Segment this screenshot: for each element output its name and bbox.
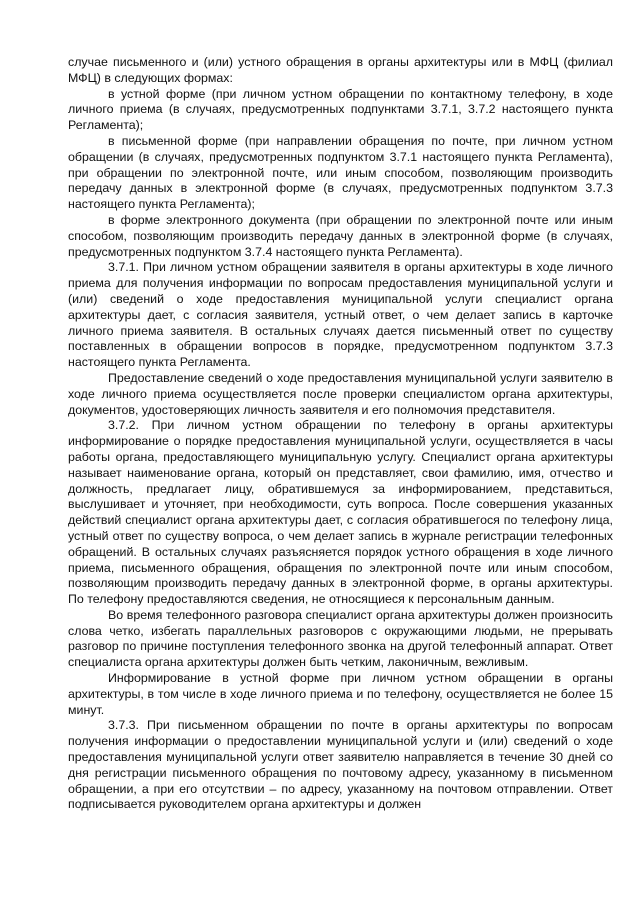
document-body <box>68 55 613 813</box>
paragraph-intro: случае письменного и (или) устного обращения в органы архитектуры или в МФЦ (филиал МФЦ) в следующих формах: <box>68 55 613 85</box>
paragraph-3-7-1: 3.7.1. При личном устном обращении заявителя в органы архитектуры в ходе личного приема для получения информации по вопросам предоставления муниципальной услуги и (или) сведений о ходе предоставления муниципальной услуги специалист органа архитектуры дает, с согласия заявителя, устный ответ, о чем делает запись в карточке личного приема заявителя. В остальных случаях дается письменный ответ по существу поставленных в обращении вопросов в порядке, предусмотренном подпунктом 3.7.3 настоящего пункта Регламента. <box>68 260 613 370</box>
paragraph-written-form: в письменной форме (при направлении обращения по почте, при личном устном обращении (в случаях, предусмотренных подпунктом 3.7.1 настоящего пункта Регламента), при обращении по электронной почте, или иным способом, позволяющим производить передачу данных в электронной форме (в случаях, предусмотренных подпунктом 3.7.3 настоящего пункта Регламента); <box>68 133 613 212</box>
paragraph-duration: Информирование в устной форме при личном устном обращении в органы архитектуры, в том числе в ходе личного приема и по телефону, осуществляется не более 15 минут. <box>68 671 613 717</box>
paragraph-3-7-3: 3.7.3. При письменном обращении по почте в органы архитектуры по вопросам получения информации о предоставлении муниципальной услуги и (или) сведений о ходе предоставления муниципальной услуги ответ заявителю направляется в течение 30 дней со дня регистрации письменного обращения по почтовому адресу, указанному в письменном обращении, а при его отсутствии – по адресу, указанному на почтовом отправлении. Ответ подписывается руководителем органа архитектуры и должен <box>68 718 613 812</box>
paragraph-3-7-2: 3.7.2. При личном устном обращении по телефону в органы архитектуры информирование о порядке предоставления муниципальной услуги, осуществляется в часы работы органа, предоставляющего муниципальную услугу. Специалист органа архитектуры называет наименование органа, который он представляет, свои фамилию, имя, отчество и должность, предлагает лицу, обратившемуся за информированием, представиться, выслушивает и уточняет, при необходимости, суть вопроса. После совершения указанных действий специалист органа архитектуры дает, с согласия обратившегося по телефону лица, устный ответ по существу вопроса, о чем делает запись в журнале регистрации телефонных обращений. В остальных случаях разъясняется порядок устного обращения в ходе личного приема, письменного обращения, обращения по электронной почте или иным способом, позволяющим производить передачу данных в электронной форме, в органы архитектуры. По телефону предоставляются сведения, не относящиеся к персональным данным. <box>68 418 613 607</box>
paragraph-phone-conversation: Во время телефонного разговора специалист органа архитектуры должен произносить слова четко, избегать параллельных разговоров с окружающими людьми, не прерывать разговор по причине поступления телефонного звонка на другой телефонный аппарат. Ответ специалиста органа архитектуры должен быть четким, лаконичным, вежливым. <box>68 607 613 670</box>
paragraph-oral-form: в устной форме (при личном устном обращении по контактному телефону, в ходе личного приема (в случаях, предусмотренных подпунктами 3.7.1, 3.7.2 настоящего пункта Регламента); <box>68 86 613 133</box>
paragraph-electronic-form: в форме электронного документа (при обращении по электронной почте или иным способом, позволяющим производить передачу данных в электронной форме (в случаях, предусмотренных подпунктом 3.7.4 настоящего пункта Регламента). <box>68 212 613 259</box>
paragraph-info-provision: Предоставление сведений о ходе предоставления муниципальной услуги заявителю в ходе личного приема осуществляется после проверки специалистом органа архитектуры, документов, удостоверяющих личность заявителя и его полномочия представителя. <box>68 370 613 417</box>
